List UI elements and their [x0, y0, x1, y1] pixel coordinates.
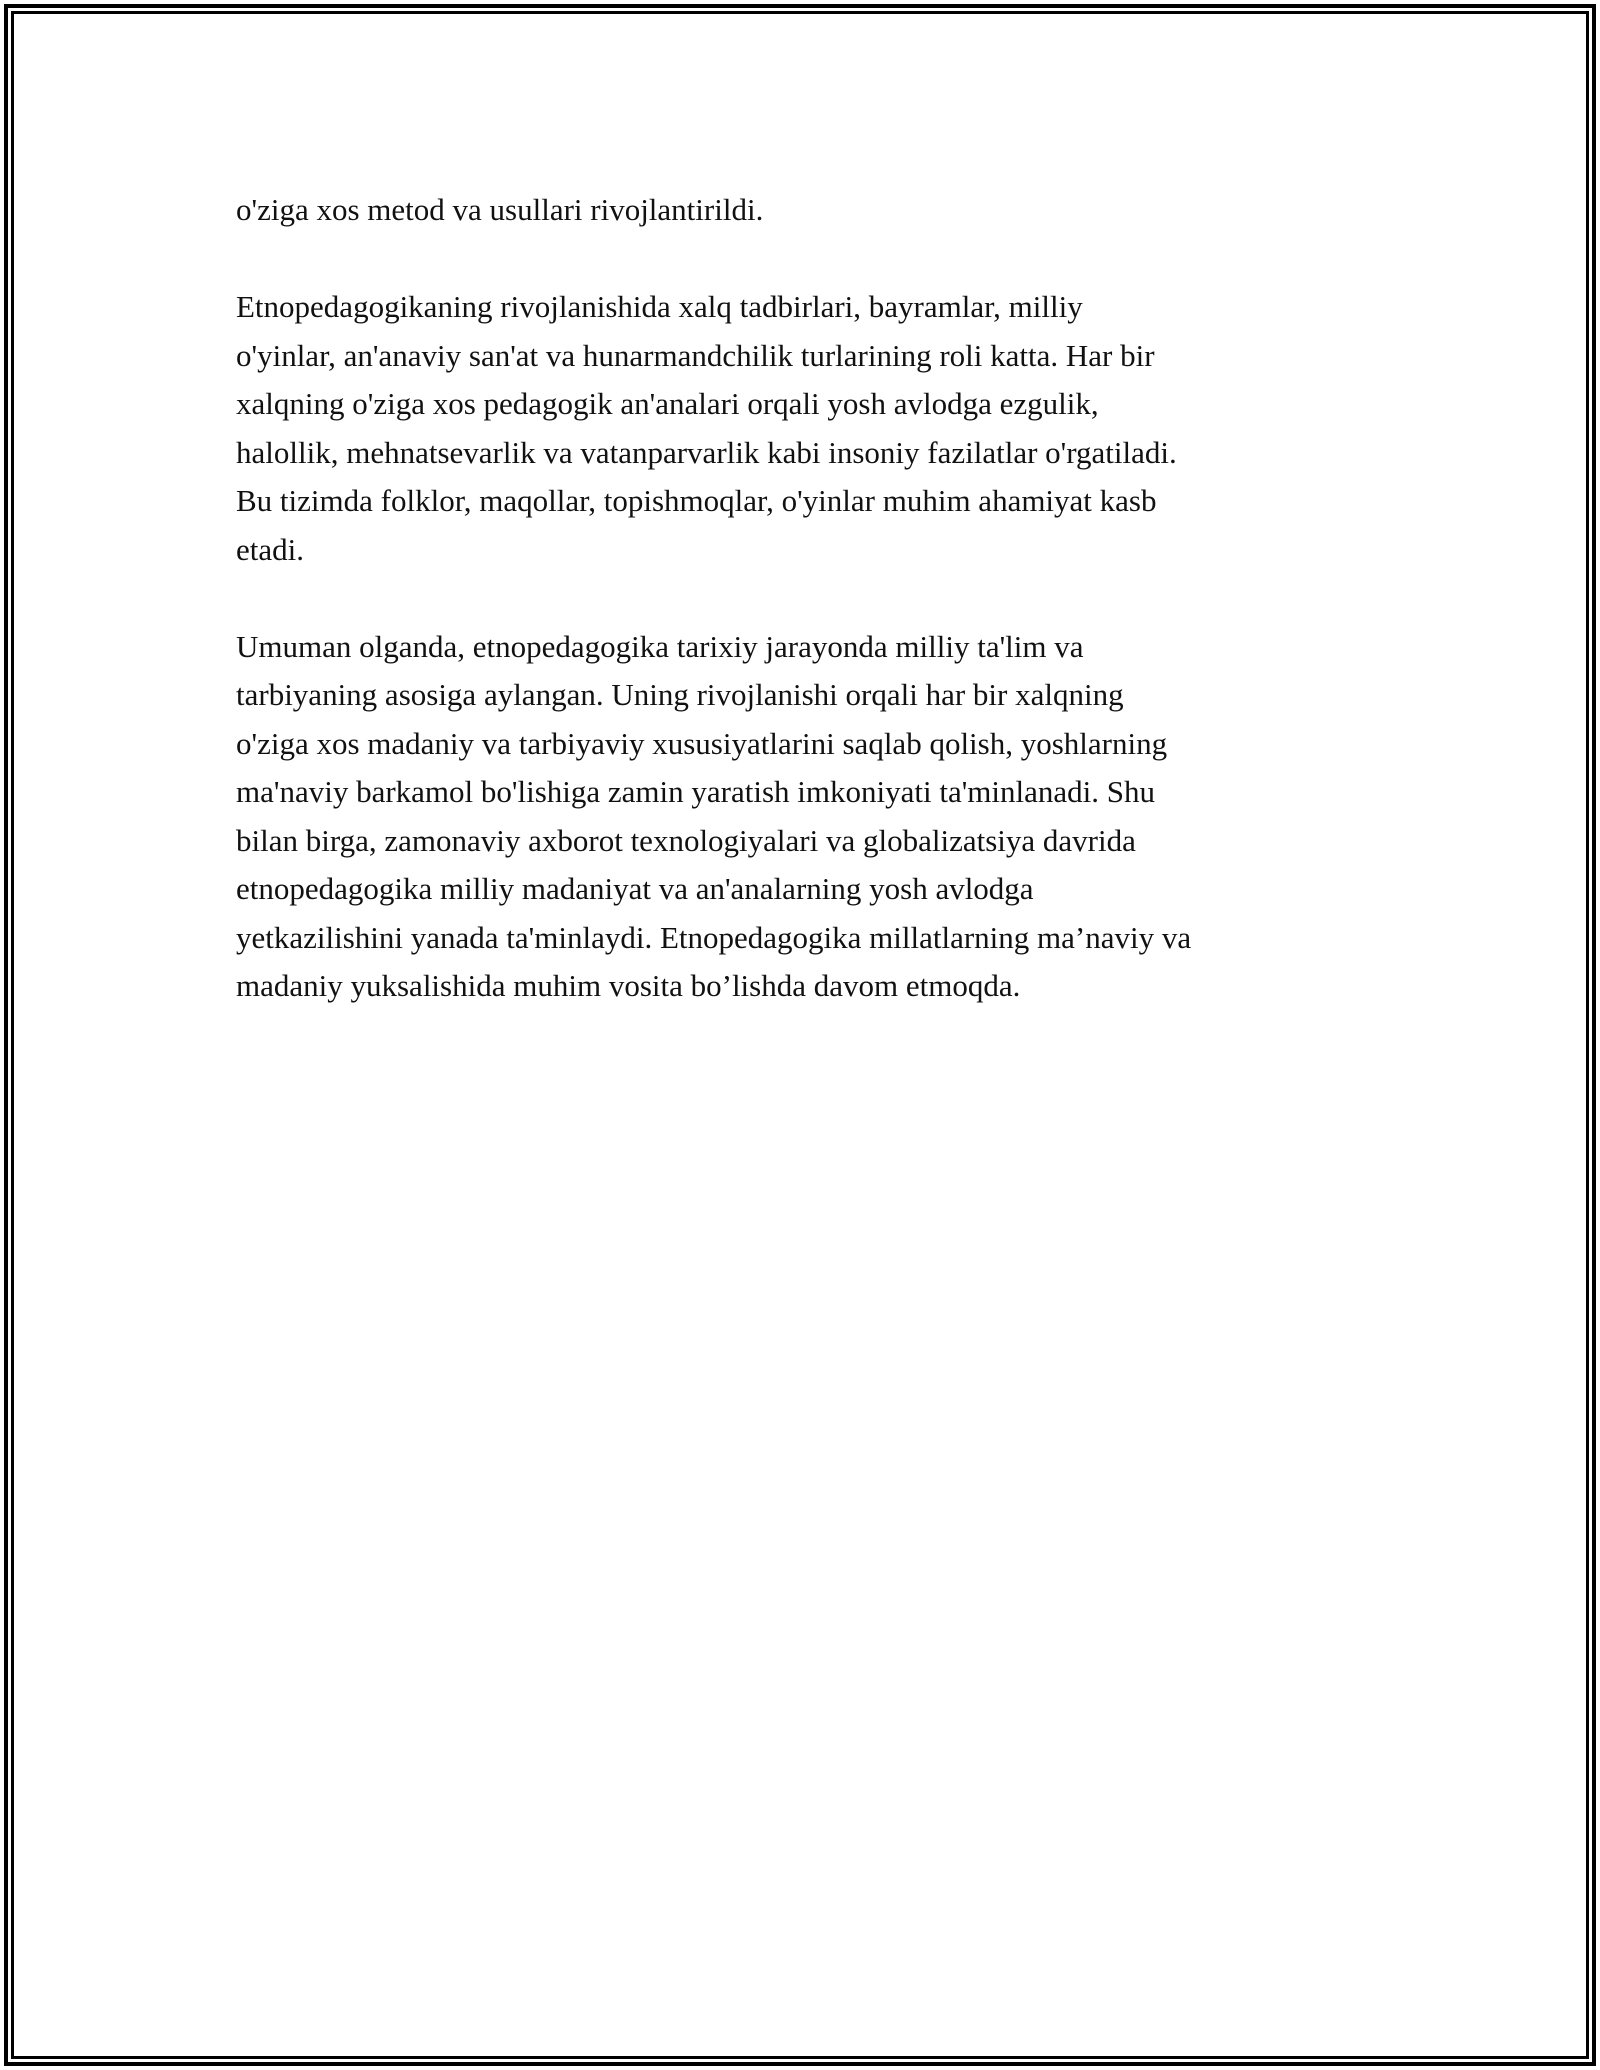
paragraph-3: Umuman olganda, etnopedagogika tarixiy jarayonda milliy ta'lim va tarbiyaning asosiga aylangan. Uning rivojlanishi orqali har bir xalqning o'ziga xos madaniy va tarbiyaviy xususiyatlarini saqlab qolish, yoshlarning ma'naviy barkamol bo'lishiga zamin yaratish imkoniyati ta'minlanadi. Shu bilan birga, zamonaviy axborot texnologiyalari va globalizatsiya davrida etnopedagogika milliy madaniyat va an'analarning yosh avlodga yetkazilishini yanada ta'minlaydi. Etnopedagogika millatlarning ma’naviy va madaniy yuksalishida muhim vosita bo’lishda davom etmoqda. [236, 628, 1192, 1003]
paragraph-2: Etnopedagogikaning rivojlanishida xalq tadbirlari, bayramlar, milliy o'yinlar, an'anaviy san'at va hunarmandchilik turlarining roli katta. Har bir xalqning o'ziga xos pedagogik an'analari orqali yosh avlodga ezgulik, halollik, mehnatsevarlik va vatanparvarlik kabi insoniy fazilatlar o'rgatiladi. Bu tizimda folklor, maqollar, topishmoqlar, o'yinlar muhim ahamiyat kasb etadi. [236, 289, 1177, 567]
paragraph-1: o'ziga xos metod va usullari rivojlantirildi. [236, 192, 764, 227]
paragraph-spacer [236, 574, 1386, 623]
document-body [236, 186, 1386, 1011]
paragraph-spacer [236, 235, 1386, 284]
